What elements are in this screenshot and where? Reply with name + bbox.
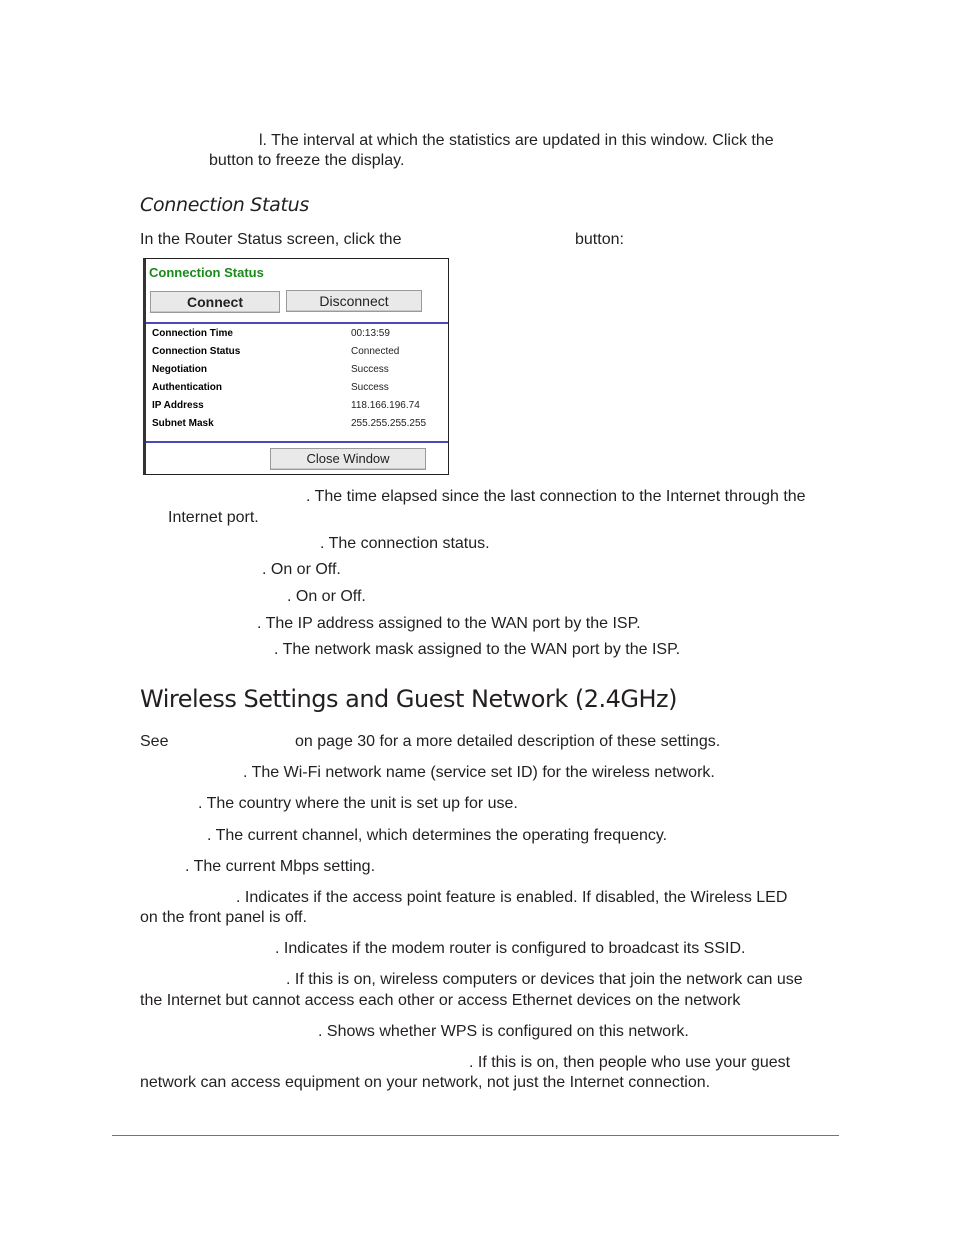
close-window-button[interactable]: Close Window: [270, 448, 426, 470]
desc-ip-address: . The IP address assigned to the WAN port by the ISP.: [257, 615, 641, 632]
desc-region: . The country where the unit is set up for use.: [198, 795, 518, 812]
instruction-start: In the Router Status screen, click the: [140, 231, 402, 248]
stat-row-ip-address: [150, 397, 444, 415]
stat-value: 00:13:59: [351, 328, 390, 339]
stat-row-subnet-mask: [150, 415, 444, 433]
desc-mode: . The current Mbps setting.: [185, 858, 376, 875]
stat-row-authentication: [150, 379, 444, 397]
desc-authentication: . On or Off.: [287, 588, 366, 605]
stat-value: 255.255.255.255: [351, 418, 427, 429]
desc-broadcast: . Indicates if the modem router is configured to broadcast its SSID.: [275, 940, 746, 957]
see-suffix: on page 30 for a more detailed description of these settings.: [295, 733, 721, 750]
desc-isolation-2: the Internet but cannot access each other or access Ethernet devices on the network: [140, 992, 741, 1009]
desc-access-point-2: on the front panel is off.: [140, 909, 307, 926]
intro-line-2: button to freeze the display.: [209, 152, 405, 169]
stat-row-connection-time: [150, 325, 444, 343]
stat-value: 118.166.196.74: [351, 400, 420, 411]
desc-subnet-mask: . The network mask assigned to the WAN port by the ISP.: [274, 641, 681, 658]
intro-line-1: l. The interval at which the statistics are updated in this window. Click the: [259, 132, 774, 149]
stat-label: Authentication: [152, 382, 222, 393]
disconnect-button[interactable]: Disconnect: [286, 290, 422, 312]
stat-value: Success: [351, 364, 389, 375]
desc-connection-time-2: Internet port.: [168, 509, 259, 526]
desc-connection-time-1: . The time elapsed since the last connection to the Internet through the: [306, 488, 806, 505]
stat-value: Connected: [351, 346, 400, 357]
stat-label: Connection Time: [152, 328, 233, 339]
connect-button[interactable]: Connect: [150, 291, 280, 313]
stat-value: Success: [351, 382, 389, 393]
footer-rule: [112, 1135, 839, 1136]
connection-status-panel: [143, 258, 449, 475]
desc-access-point-1: . Indicates if the access point feature is enabled. If disabled, the Wireless LED: [236, 889, 788, 906]
desc-wps: . Shows whether WPS is configured on this network.: [318, 1023, 689, 1040]
desc-guest-access-2: network can access equipment on your network, not just the Internet connection.: [140, 1074, 711, 1091]
panel-divider-top: [146, 322, 448, 324]
desc-channel: . The current channel, which determines the operating frequency.: [207, 827, 668, 844]
see-prefix: See: [140, 733, 169, 750]
panel-title: Connection Status: [149, 265, 264, 280]
wireless-section-heading: Wireless Settings and Guest Network (2.4GHz): [140, 685, 677, 713]
stat-row-negotiation: [150, 361, 444, 379]
connection-status-heading: Connection Status: [140, 194, 309, 216]
panel-divider-bottom: [146, 441, 448, 443]
stat-label: Connection Status: [152, 346, 241, 357]
stat-row-connection-status: [150, 343, 444, 361]
desc-guest-access-1: . If this is on, then people who use your guest: [469, 1054, 791, 1071]
stat-label: Negotiation: [152, 364, 207, 375]
instruction-end: button:: [575, 231, 624, 248]
desc-negotiation: . On or Off.: [262, 561, 341, 578]
desc-connection-status: . The connection status.: [320, 535, 490, 552]
desc-ssid: . The Wi-Fi network name (service set ID) for the wireless network.: [243, 764, 715, 781]
stat-label: Subnet Mask: [152, 418, 214, 429]
stat-label: IP Address: [152, 400, 204, 411]
desc-isolation-1: . If this is on, wireless computers or devices that join the network can use: [286, 971, 803, 988]
